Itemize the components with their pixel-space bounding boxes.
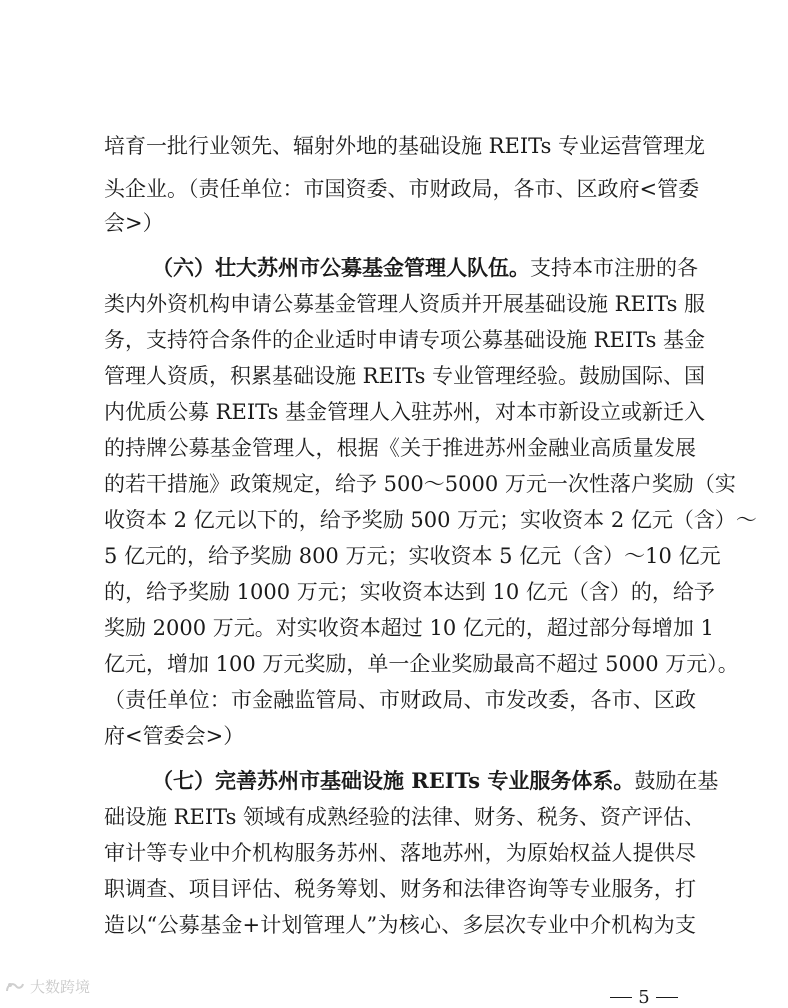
page-number [600,988,688,1008]
watermark-logo-icon [4,980,26,994]
text-line: 造以“公募基金+计划管理人”为核心、多层次专业中介机构为支 [104,913,696,937]
section-heading-6: （六）壮大苏州市公募基金管理人队伍。 [152,255,530,280]
text-line: 会>） [104,211,164,235]
paragraph-heading-line [152,764,719,798]
text-line: 培育一批行业领先、辐射外地的基础设施 REITs 专业运营管理龙 [104,134,706,158]
page-number-value: 5 [638,987,650,1008]
text-line: 础设施 REITs 领域有成熟经验的法律、财务、税务、资产评估、 [104,805,706,829]
section-heading-7: （七）完善苏州市基础设施 REITs 专业服务体系。 [152,768,635,793]
text-line: 的，给予奖励 1000 万元；实收资本达到 10 亿元（含）的，给予 [104,580,715,604]
text-line: 审计等专业中介机构服务苏州、落地苏州，为原始权益人提供尽 [104,841,696,865]
text-line: 5 亿元的，给予奖励 800 万元；实收资本 5 亿元（含）～10 亿元 [104,544,721,568]
page-number-dash-left [610,997,632,999]
text-line: 类内外资机构申请公募基金管理人资质并开展基础设施 REITs 服 [104,292,706,316]
text-line: 收资本 2 亿元以下的，给予奖励 500 万元；实收资本 2 亿元（含）～ [104,508,757,532]
text-line: 头企业。（责任单位：市国资委、市财政局，各市、区政府<管委 [104,177,700,201]
text-line: 内优质公募 REITs 基金管理人入驻苏州，对本市新设立或新迁入 [104,400,706,424]
text-line: （责任单位：市金融监管局、市财政局、市发改委，各市、区政 [104,688,696,712]
text-run: 鼓励在基 [634,769,719,793]
watermark-text: 大数跨境 [30,978,91,996]
text-line: 务，支持符合条件的企业适时申请专项公募基础设施 REITs 基金 [104,328,706,352]
page-number-dash-right [656,997,678,999]
text-line: 亿元，增加 100 万元奖励，单一企业奖励最高不超过 5000 万元）。 [104,652,739,676]
text-line: 的持牌公募基金管理人，根据《关于推进苏州金融业高质量发展 [104,436,696,460]
text-line: 职调查、项目评估、税务筹划、财务和法律咨询等专业服务，打 [104,877,696,901]
text-line: 府<管委会>） [104,724,245,748]
text-line: 的若干措施》政策规定，给予 500～5000 万元一次性落户奖励（实 [104,472,736,496]
text-run: 支持本市注册的各 [530,256,698,280]
text-line: 管理人资质，积累基础设施 REITs 专业管理经验。鼓励国际、国 [104,364,706,388]
watermark [4,976,90,997]
paragraph-heading-line [152,251,696,285]
text-line: 奖励 2000 万元。对实收资本超过 10 亿元的，超过部分每增加 1 [104,616,714,640]
